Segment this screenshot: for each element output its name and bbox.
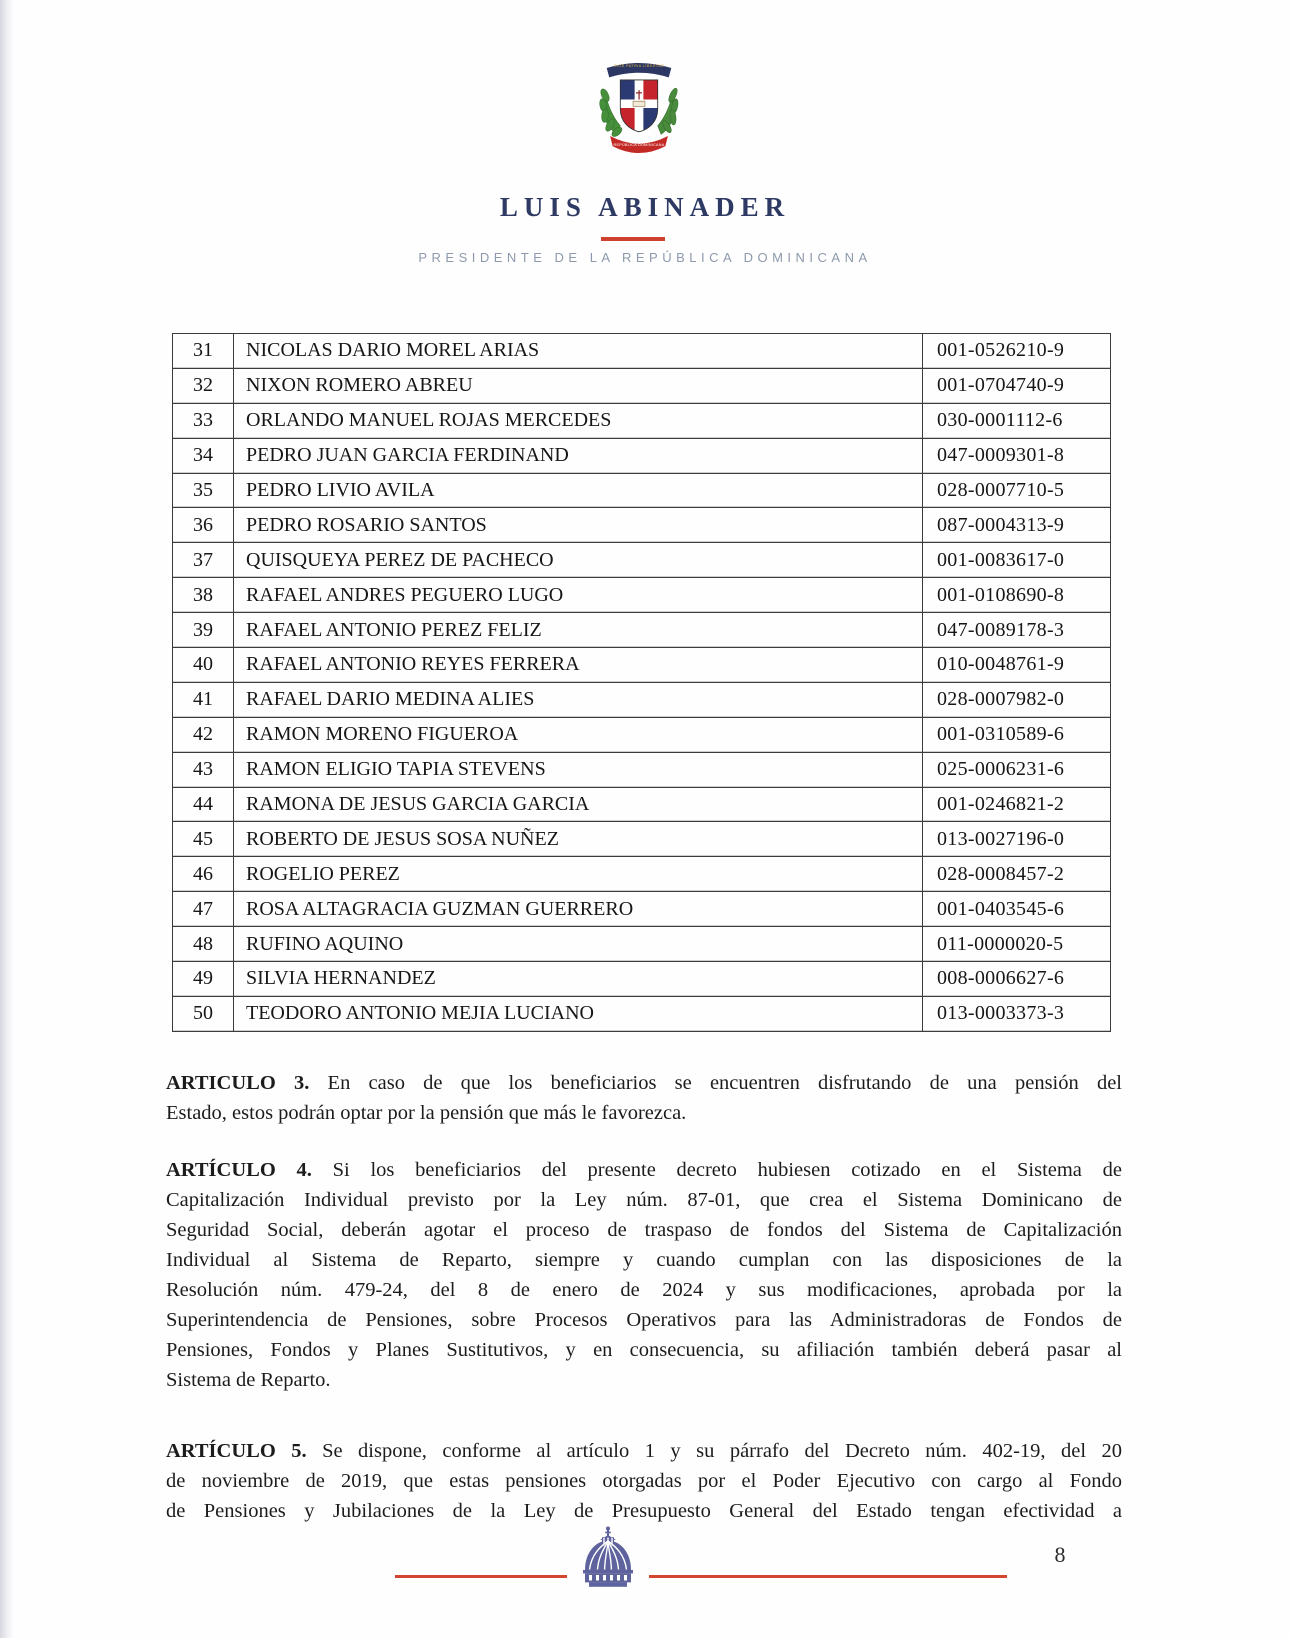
- table-row: [173, 752, 1111, 787]
- laurel-branch: [599, 88, 624, 139]
- row-number-cell: 43: [173, 752, 234, 787]
- row-number-cell: 41: [173, 682, 234, 717]
- row-number-cell: 44: [173, 787, 234, 822]
- article-line: ARTÍCULO 5. Se dispone, conforme al artículo 1 y su párrafo del Decreto núm. 402-19, del 20: [166, 1440, 1122, 1462]
- table-row: [173, 996, 1111, 1031]
- article-line: Estado, estos podrán optar por la pensión que más le favorezca.: [166, 1102, 687, 1124]
- table-row: [173, 787, 1111, 822]
- beneficiary-name-cell: PEDRO JUAN GARCIA FERDINAND: [234, 438, 923, 473]
- article-line: Individual al Sistema de Reparto, siempre y cuando cumplan con las disposiciones de la: [166, 1249, 1122, 1271]
- id-number-cell: 001-0403545-6: [923, 892, 1111, 927]
- table-row: [173, 578, 1111, 613]
- table-row: [173, 927, 1111, 962]
- table-row: [173, 543, 1111, 578]
- beneficiary-name-cell: RAFAEL ANDRES PEGUERO LUGO: [234, 578, 923, 613]
- crest-motto-top: DIOS PATRIA LIBERTAD: [613, 63, 665, 69]
- table-row: [173, 368, 1111, 403]
- id-number-cell: 001-0704740-9: [923, 368, 1111, 403]
- beneficiary-name-cell: RAFAEL DARIO MEDINA ALIES: [234, 682, 923, 717]
- page-edge-shadow: [0, 0, 14, 1638]
- article-3: [166, 1068, 1122, 1128]
- table-row: [173, 508, 1111, 543]
- id-number-cell: 028-0008457-2: [923, 857, 1111, 892]
- article-line: ARTÍCULO 4. Si los beneficiarios del presente decreto hubiesen cotizado en el Sistema de: [166, 1159, 1122, 1181]
- id-number-cell: 001-0310589-6: [923, 717, 1111, 752]
- id-number-cell: 008-0006627-6: [923, 962, 1111, 997]
- table-row: [173, 857, 1111, 892]
- national-palace-dome-icon: [576, 1524, 640, 1590]
- row-number-cell: 49: [173, 962, 234, 997]
- table-row: [173, 822, 1111, 857]
- president-title: PRESIDENTE DE LA REPÚBLICA DOMINICANA: [418, 250, 872, 265]
- beneficiary-name-cell: RAMONA DE JESUS GARCIA GARCIA: [234, 787, 923, 822]
- palm-branch: [658, 87, 680, 134]
- id-number-cell: 028-0007982-0: [923, 682, 1111, 717]
- id-number-cell: 047-0009301-8: [923, 438, 1111, 473]
- id-number-cell: 001-0526210-9: [923, 334, 1111, 369]
- id-number-cell: 013-0003373-3: [923, 996, 1111, 1031]
- article-label: ARTÍCULO 4.: [166, 1159, 312, 1181]
- id-number-cell: 013-0027196-0: [923, 822, 1111, 857]
- id-number-cell: 087-0004313-9: [923, 508, 1111, 543]
- row-number-cell: 46: [173, 857, 234, 892]
- beneficiary-name-cell: QUISQUEYA PEREZ DE PACHECO: [234, 543, 923, 578]
- id-number-cell: 025-0006231-6: [923, 752, 1111, 787]
- row-number-cell: 32: [173, 368, 234, 403]
- page-number: 8: [1054, 1542, 1066, 1567]
- table-row: [173, 438, 1111, 473]
- article-label: ARTÍCULO 5.: [166, 1440, 307, 1462]
- beneficiary-name-cell: NICOLAS DARIO MOREL ARIAS: [234, 334, 923, 369]
- article-line: de noviembre de 2019, que estas pensiones otorgadas por el Poder Ejecutivo con cargo al Fondo: [166, 1470, 1122, 1492]
- footer-rule-right: [649, 1575, 1007, 1578]
- article-line: Sistema de Reparto.: [166, 1369, 331, 1391]
- beneficiary-name-cell: NIXON ROMERO ABREU: [234, 368, 923, 403]
- id-number-cell: 030-0001112-6: [923, 403, 1111, 438]
- row-number-cell: 38: [173, 578, 234, 613]
- footer-rule-left: [395, 1575, 567, 1578]
- article-4: [166, 1155, 1122, 1395]
- beneficiary-name-cell: PEDRO ROSARIO SANTOS: [234, 508, 923, 543]
- row-number-cell: 34: [173, 438, 234, 473]
- row-number-cell: 42: [173, 717, 234, 752]
- id-number-cell: 001-0083617-0: [923, 543, 1111, 578]
- beneficiary-name-cell: RAMON MORENO FIGUEROA: [234, 717, 923, 752]
- article-line: Capitalización Individual previsto por la Ley núm. 87-01, que crea el Sistema Dominicano de: [166, 1189, 1122, 1211]
- row-number-cell: 36: [173, 508, 234, 543]
- table-row: [173, 334, 1111, 369]
- article-line: Resolución núm. 479-24, del 8 de enero de 2024 y sus modificaciones, aprobada por la: [166, 1279, 1122, 1301]
- article-label: ARTICULO 3.: [166, 1072, 310, 1094]
- id-number-cell: 011-0000020-5: [923, 927, 1111, 962]
- beneficiary-name-cell: RAMON ELIGIO TAPIA STEVENS: [234, 752, 923, 787]
- id-number-cell: 010-0048761-9: [923, 648, 1111, 683]
- beneficiary-name-cell: ORLANDO MANUEL ROJAS MERCEDES: [234, 403, 923, 438]
- row-number-cell: 40: [173, 648, 234, 683]
- article-line: ARTICULO 3. En caso de que los beneficiarios se encuentren disfrutando de una pensión del: [166, 1072, 1122, 1094]
- article-line: Superintendencia de Pensiones, sobre Procesos Operativos para las Administradoras de Fondos de: [166, 1309, 1122, 1331]
- id-number-cell: 001-0108690-8: [923, 578, 1111, 613]
- row-number-cell: 47: [173, 892, 234, 927]
- row-number-cell: 35: [173, 473, 234, 508]
- dominican-coat-of-arms-icon: [588, 52, 690, 164]
- beneficiaries-table: [172, 333, 1111, 1032]
- article-line: Seguridad Social, deberán agotar el proceso de traspaso de fondos del Sistema de Capitalización: [166, 1219, 1122, 1241]
- beneficiary-name-cell: RAFAEL ANTONIO PEREZ FELIZ: [234, 613, 923, 648]
- president-name: LUIS ABINADER: [499, 192, 791, 222]
- article-line: de Pensiones y Jubilaciones de la Ley de Presupuesto General del Estado tengan efectividad a: [166, 1500, 1122, 1522]
- beneficiary-name-cell: SILVIA HERNANDEZ: [234, 962, 923, 997]
- article-5: [166, 1436, 1122, 1526]
- table-row: [173, 473, 1111, 508]
- table-row: [173, 682, 1111, 717]
- row-number-cell: 45: [173, 822, 234, 857]
- table-row: [173, 403, 1111, 438]
- table-row: [173, 892, 1111, 927]
- beneficiary-name-cell: PEDRO LIVIO AVILA: [234, 473, 923, 508]
- row-number-cell: 37: [173, 543, 234, 578]
- beneficiary-name-cell: ROSA ALTAGRACIA GUZMAN GUERRERO: [234, 892, 923, 927]
- row-number-cell: 33: [173, 403, 234, 438]
- id-number-cell: 001-0246821-2: [923, 787, 1111, 822]
- beneficiary-name-cell: ROBERTO DE JESUS SOSA NUÑEZ: [234, 822, 923, 857]
- row-number-cell: 39: [173, 613, 234, 648]
- beneficiary-name-cell: RAFAEL ANTONIO REYES FERRERA: [234, 648, 923, 683]
- row-number-cell: 50: [173, 996, 234, 1031]
- table-row: [173, 962, 1111, 997]
- table-row: [173, 648, 1111, 683]
- row-number-cell: 48: [173, 927, 234, 962]
- row-number-cell: 31: [173, 334, 234, 369]
- beneficiary-name-cell: TEODORO ANTONIO MEJIA LUCIANO: [234, 996, 923, 1031]
- beneficiary-name-cell: ROGELIO PEREZ: [234, 857, 923, 892]
- id-number-cell: 047-0089178-3: [923, 613, 1111, 648]
- red-divider-rule: [601, 237, 665, 241]
- crest-motto-bottom: REPÚBLICA DOMINICANA: [613, 143, 665, 148]
- table-row: [173, 717, 1111, 752]
- id-number-cell: 028-0007710-5: [923, 473, 1111, 508]
- table-row: [173, 613, 1111, 648]
- beneficiary-name-cell: RUFINO AQUINO: [234, 927, 923, 962]
- article-line: Pensiones, Fondos y Planes Sustitutivos, y en consecuencia, su afiliación también deberá pasar al: [166, 1339, 1122, 1361]
